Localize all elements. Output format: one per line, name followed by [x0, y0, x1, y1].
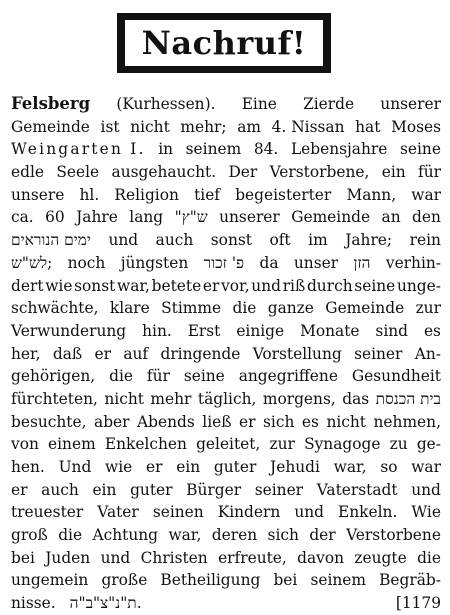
word: seinen [152, 503, 204, 522]
word: sonst [74, 276, 116, 295]
word: seinem [310, 571, 366, 590]
word: Jahre [76, 208, 118, 227]
word: große [101, 571, 148, 590]
word: und [251, 276, 281, 295]
text-line [11, 501, 441, 524]
nachruf-header-inner [125, 20, 323, 66]
word: klare [109, 299, 150, 318]
word: sind [375, 321, 409, 340]
word: unserer [380, 95, 441, 113]
word: begeisterter [235, 185, 332, 204]
page-title: Nachruf! [141, 24, 307, 62]
word: Verstorbene [346, 526, 441, 545]
word: sich [267, 526, 299, 545]
word: hen. [11, 458, 45, 476]
word: angegriffene [238, 367, 338, 386]
word: Wie [411, 503, 441, 522]
word: die [417, 548, 441, 567]
word: und [100, 548, 131, 567]
word: Felsberg [11, 94, 91, 113]
text-line [11, 161, 441, 184]
word: war [411, 185, 441, 204]
word: und [294, 503, 324, 522]
word: Jahre; [345, 231, 393, 250]
word: fürchteten, [11, 389, 98, 408]
word: 60 [45, 208, 65, 227]
word: ein [176, 458, 201, 476]
word: הזן [353, 253, 371, 272]
word: auf [123, 344, 149, 363]
word: war, [333, 458, 367, 476]
text-line [11, 479, 441, 502]
word: Jehudi [270, 458, 320, 476]
word: Gesundheit [351, 367, 441, 386]
word: am [237, 117, 261, 136]
word: Zierde [303, 95, 355, 113]
word: edle [11, 163, 44, 182]
word: Begräb- [379, 571, 441, 590]
word: erfreute, [218, 548, 287, 567]
word: Moses [391, 117, 441, 136]
word: Seele [56, 163, 100, 182]
text-line [11, 116, 441, 139]
word: aber [94, 412, 130, 431]
text-line [11, 184, 441, 207]
closing-word: nisse. [11, 594, 56, 613]
text-line [11, 569, 441, 592]
word: dringende [160, 344, 241, 363]
word: davon [297, 548, 345, 567]
word: seine [354, 276, 396, 295]
word: Lebensjahre [290, 140, 388, 159]
hebrew-abbreviation: ת"נ"צ"ב"ה. [69, 594, 142, 613]
word: lang [129, 208, 164, 227]
word: Abends [137, 412, 195, 431]
word: die [109, 367, 133, 386]
word: durch [306, 276, 353, 295]
reference-number: [1179 [395, 594, 441, 613]
word: her, [11, 344, 41, 363]
word: treuester [11, 503, 84, 522]
word: Synagoge [304, 435, 381, 454]
word: im [308, 231, 328, 250]
word: zu [389, 435, 408, 454]
word: Und [58, 458, 92, 476]
text-line [11, 297, 441, 320]
word: einige [236, 321, 285, 340]
word: פ' זכור [203, 253, 245, 272]
word: ימים הנוראים [11, 231, 91, 250]
word: war, [117, 276, 150, 295]
word: hat [355, 117, 381, 136]
word: es [301, 412, 319, 431]
text-line [11, 320, 441, 343]
text-line [11, 365, 441, 388]
word: seiner [354, 344, 403, 363]
word: verhin- [385, 253, 441, 272]
word: nicht [104, 389, 144, 408]
word: tief [194, 185, 221, 204]
word: zur [269, 435, 295, 454]
word: mehr [150, 389, 192, 408]
word: es [423, 321, 441, 340]
word: ungemein [11, 571, 89, 590]
word: Christen [140, 548, 208, 567]
word: seinem [185, 140, 242, 159]
word: Achtung [92, 526, 159, 545]
word: Vater [97, 503, 139, 522]
word: Betheiligung [160, 571, 261, 590]
word: und [108, 231, 139, 250]
word: Stimme [161, 299, 222, 318]
word: zur [415, 299, 441, 318]
word: betete [151, 276, 202, 295]
word: nicht [326, 412, 366, 431]
word: da [259, 253, 279, 272]
word: täglich, [197, 389, 257, 408]
word: und [411, 480, 441, 499]
word: Erst [187, 321, 221, 340]
word: Mann, [346, 185, 397, 204]
text-line [11, 411, 441, 434]
word: Religion [114, 185, 179, 204]
word: auch [155, 231, 194, 250]
word: groß [11, 526, 48, 545]
word: sonst [210, 231, 252, 250]
word: ließ [202, 412, 232, 431]
word: an [381, 208, 401, 227]
word: mehr; [180, 117, 227, 136]
word: 84. [253, 140, 279, 159]
word: Gemeinde [11, 117, 90, 136]
word: unserer [219, 208, 280, 227]
text-line [11, 229, 441, 252]
word: Der [228, 163, 258, 182]
word: guter [130, 480, 173, 499]
word: auch [41, 480, 79, 499]
word: noch [67, 253, 106, 272]
text-line [11, 343, 441, 366]
word: die [232, 299, 257, 318]
text-line [11, 547, 441, 570]
word: schwächte, [11, 299, 99, 318]
word: seine [183, 367, 225, 386]
word: für [418, 163, 441, 182]
word: לש"ש; [11, 253, 53, 272]
obituary-text [11, 93, 441, 615]
word: rein [409, 231, 441, 250]
word: dert [11, 276, 44, 295]
word: seine [400, 140, 441, 159]
word: unser [293, 253, 339, 272]
word: An- [414, 344, 441, 363]
text-line [11, 275, 441, 298]
word: Vorstellung [252, 344, 342, 363]
word: sich [263, 412, 295, 431]
word: daß [52, 344, 83, 363]
word: בית הכנסת [375, 389, 441, 408]
word: so [380, 458, 398, 476]
word: vor, [221, 276, 250, 295]
word: die [58, 526, 83, 545]
nachruf-header-frame [117, 13, 331, 73]
word: das [342, 389, 370, 408]
text-line [11, 252, 441, 275]
word: Kindern [217, 503, 281, 522]
word: war, [168, 526, 202, 545]
word: er [202, 276, 220, 295]
word: Gemeinde [325, 299, 405, 318]
word: (Kurhessen). [116, 95, 216, 113]
word: Enkelchen [104, 435, 187, 454]
word: unge- [396, 276, 441, 295]
word: deren [211, 526, 258, 545]
word: guter [213, 458, 257, 476]
word: er [94, 344, 112, 363]
word: hl. [79, 185, 100, 204]
word: Juden [45, 548, 91, 567]
text-line [11, 433, 441, 456]
word: Bürger [186, 480, 242, 499]
text-line [11, 388, 441, 411]
word: ist [100, 117, 120, 136]
word: in [158, 140, 174, 159]
word: für [146, 367, 170, 386]
word: seiner [254, 480, 304, 499]
word: ca. [11, 208, 34, 227]
word: nicht [130, 117, 170, 136]
word: wie [105, 458, 133, 476]
word: nehmen, [373, 412, 441, 431]
word: morgens, [262, 389, 336, 408]
word: einem [48, 435, 96, 454]
word: jüngsten [120, 253, 189, 272]
word: er [239, 412, 256, 431]
word: 4. Nissan [271, 117, 345, 136]
word: "ש"ץ [174, 208, 208, 227]
text-line [11, 138, 441, 161]
word: ganze [267, 299, 314, 318]
word: Vaterstadt [316, 480, 398, 499]
word: Weingarten I. [11, 140, 146, 159]
word: ausgehaucht. [111, 163, 217, 182]
word: riß [282, 276, 306, 295]
word: Enkeln. [338, 503, 398, 522]
word: gehörigen, [11, 367, 96, 386]
word: wie [45, 276, 73, 295]
word: der [309, 526, 336, 545]
word: Gemeinde [291, 208, 371, 227]
word: geleitet, [196, 435, 261, 454]
word: den [412, 208, 441, 227]
word: oft [269, 231, 291, 250]
word: bei [11, 548, 35, 567]
word: Eine [241, 95, 277, 113]
word: unsere [11, 185, 65, 204]
word: Verwunderung [11, 321, 127, 340]
word: war [411, 458, 441, 476]
text-line [11, 456, 441, 479]
word: ge- [416, 435, 441, 454]
word: ein [92, 480, 117, 499]
word: Verstorbene, [269, 163, 370, 182]
word: er [11, 480, 28, 499]
text-line [11, 524, 441, 547]
word: zeugte [354, 548, 407, 567]
closing-line [11, 592, 441, 615]
word: von [11, 435, 39, 454]
word: besuchte, [11, 412, 87, 431]
text-line [11, 206, 441, 229]
text-line [11, 93, 441, 116]
word: ein [381, 163, 406, 182]
word: Monate [300, 321, 360, 340]
word: bei [273, 571, 298, 590]
word: er [146, 458, 163, 476]
word: hin. [142, 321, 172, 340]
